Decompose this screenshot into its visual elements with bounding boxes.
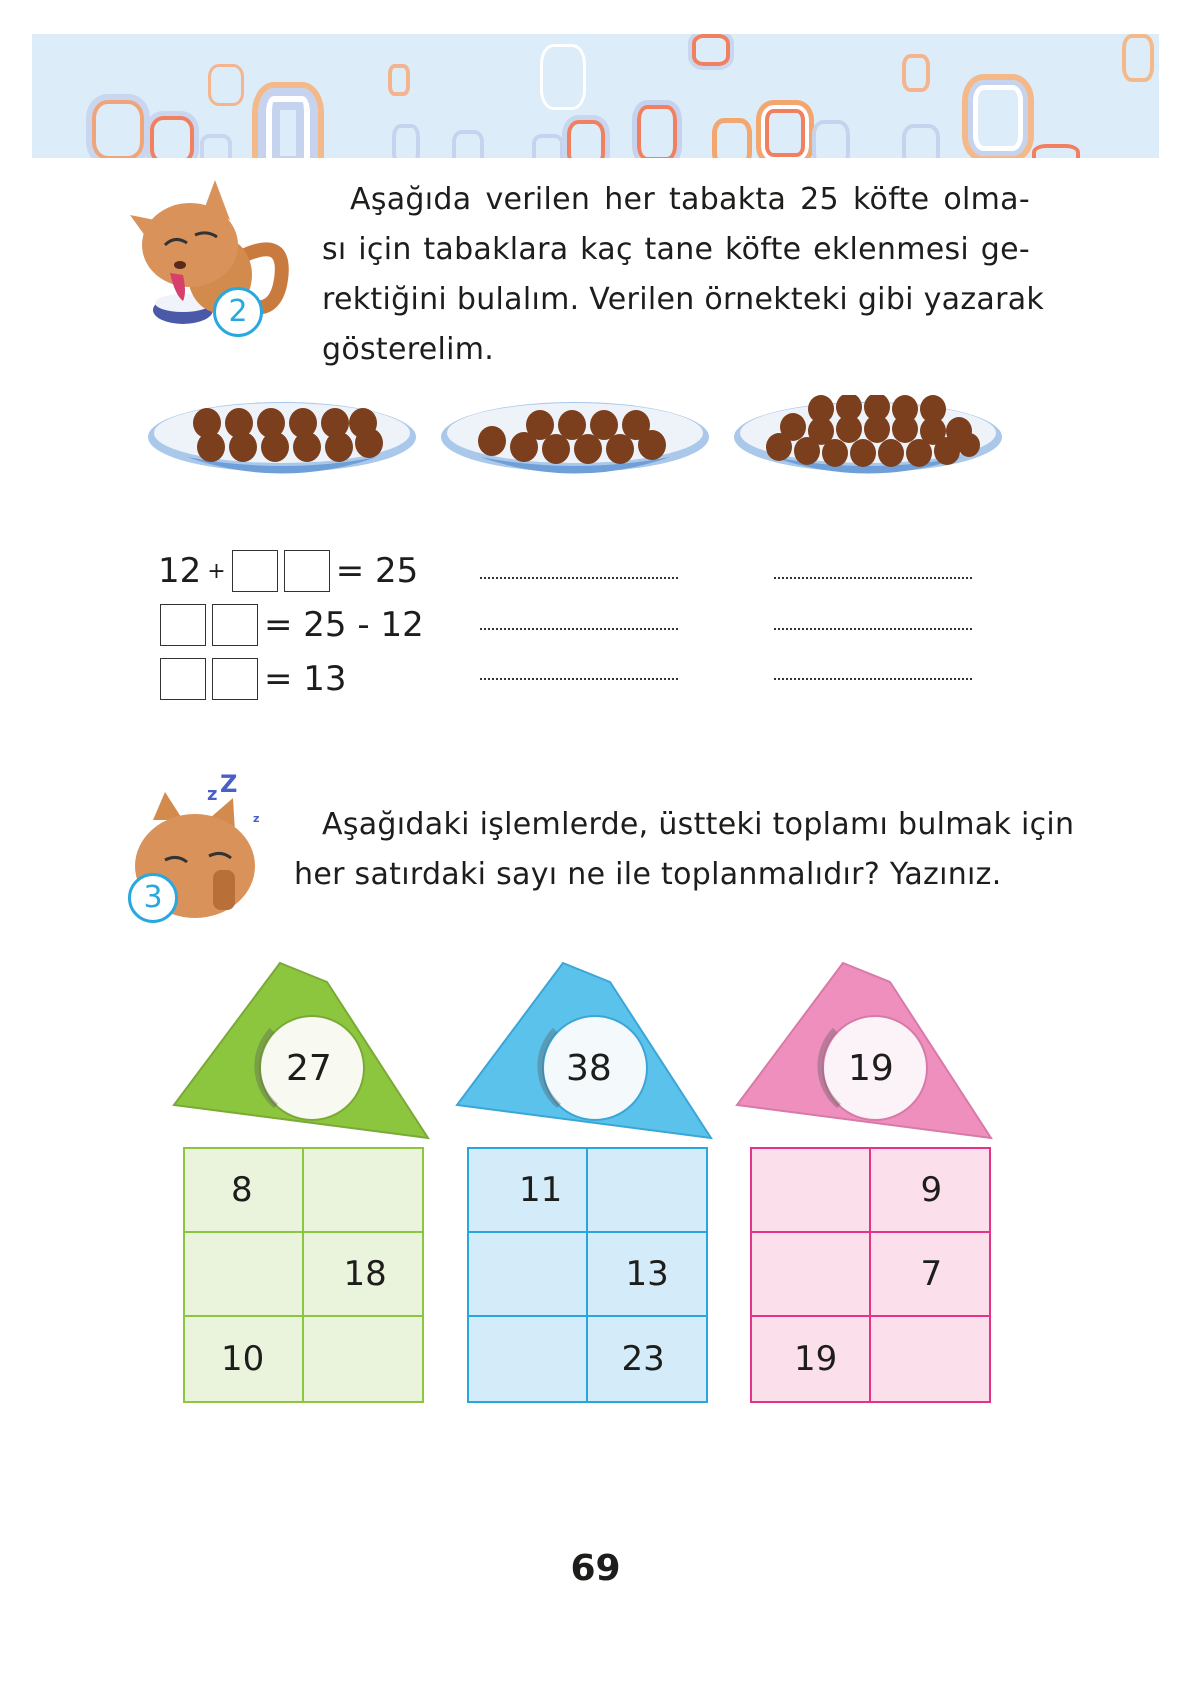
pink-answer-grid [750,1147,991,1403]
tens-digit-box[interactable] [232,550,278,592]
pink-total-value: 19 [848,1048,894,1089]
page-number: 69 [570,1548,621,1589]
instruction-line: her satırdaki sayı ne ile toplanmalıdır? Yazınız. [294,857,1002,892]
blue-total-value: 38 [566,1048,612,1089]
addend-value: 12 [158,551,202,591]
grid-cell[interactable]: 9 [871,1149,990,1233]
grid-cell[interactable]: 19 [752,1317,871,1401]
ones-digit-box[interactable] [212,658,258,700]
instruction-line: gösterelim. [322,332,495,367]
grid-cell[interactable] [752,1149,871,1233]
answer-line-plate-2-row-2[interactable] [480,628,678,630]
cat-drinking-milk-illustration [125,175,295,335]
plate-2-with-meatballs [440,395,710,485]
instruction-line: rektiğini bulalım. Verilen örnekteki gibi yazarak [322,282,1045,317]
tens-digit-box[interactable] [160,658,206,700]
grid-cell[interactable]: 23 [621,1339,665,1379]
equation-row-2 [160,604,424,646]
ones-digit-box[interactable] [212,604,258,646]
svg-text:z: z [253,812,260,825]
instruction-line: sı için tabaklara kaç tane köfte eklenmesi ge- [322,232,1030,267]
answer-line-plate-3-row-1[interactable] [774,577,972,579]
grid-cell[interactable] [588,1149,707,1233]
grid-cell[interactable] [304,1149,423,1233]
grid-cell[interactable]: 13 [588,1233,707,1317]
plate-1-with-meatballs [147,395,417,485]
exercise-3-instructions [294,800,1075,900]
equation-row-3 [160,658,347,700]
exercise-number-badge: 3 [128,873,178,923]
svg-text:Z: Z [220,770,238,798]
plus-sign: + [207,558,226,584]
instruction-line: Aşağıdaki işlemlerde, üstteki toplamı bulmak için [322,807,1075,842]
grid-cell[interactable]: 7 [871,1233,990,1317]
green-total-value: 27 [286,1048,332,1089]
grid-cell[interactable] [752,1233,871,1317]
exercise-2-instructions [322,175,1045,375]
tens-digit-box[interactable] [160,604,206,646]
equals-result: = 13 [264,659,347,699]
grid-cell[interactable]: 18 [304,1233,423,1317]
answer-line-plate-2-row-3[interactable] [480,678,678,680]
grid-cell[interactable] [185,1233,304,1317]
plate-3-with-meatballs [733,395,1003,485]
grid-cell[interactable] [469,1233,588,1317]
grid-cell[interactable]: 8 [185,1149,304,1233]
instruction-line: Aşağıda verilen her tabakta 25 köfte olma- [350,182,1030,217]
grid-cell[interactable] [871,1317,990,1401]
grid-cell[interactable]: 11 [469,1149,588,1233]
answer-line-plate-3-row-2[interactable] [774,628,972,630]
grid-cell[interactable] [469,1317,588,1401]
exercise-number-badge: 2 [213,287,263,337]
svg-text:z: z [207,784,218,805]
answer-line-plate-2-row-1[interactable] [480,577,678,579]
header-banner [32,34,1159,158]
grid-cell[interactable]: 10 [185,1317,304,1401]
equals-result: = 25 [335,551,419,591]
equals-expression: = 25 - 12 [264,605,424,645]
green-answer-grid [183,1147,424,1403]
blue-answer-grid [467,1147,708,1403]
ones-digit-box[interactable] [284,550,330,592]
equation-row-1 [158,550,418,592]
answer-line-plate-3-row-3[interactable] [774,678,972,680]
grid-cell[interactable] [304,1317,423,1401]
